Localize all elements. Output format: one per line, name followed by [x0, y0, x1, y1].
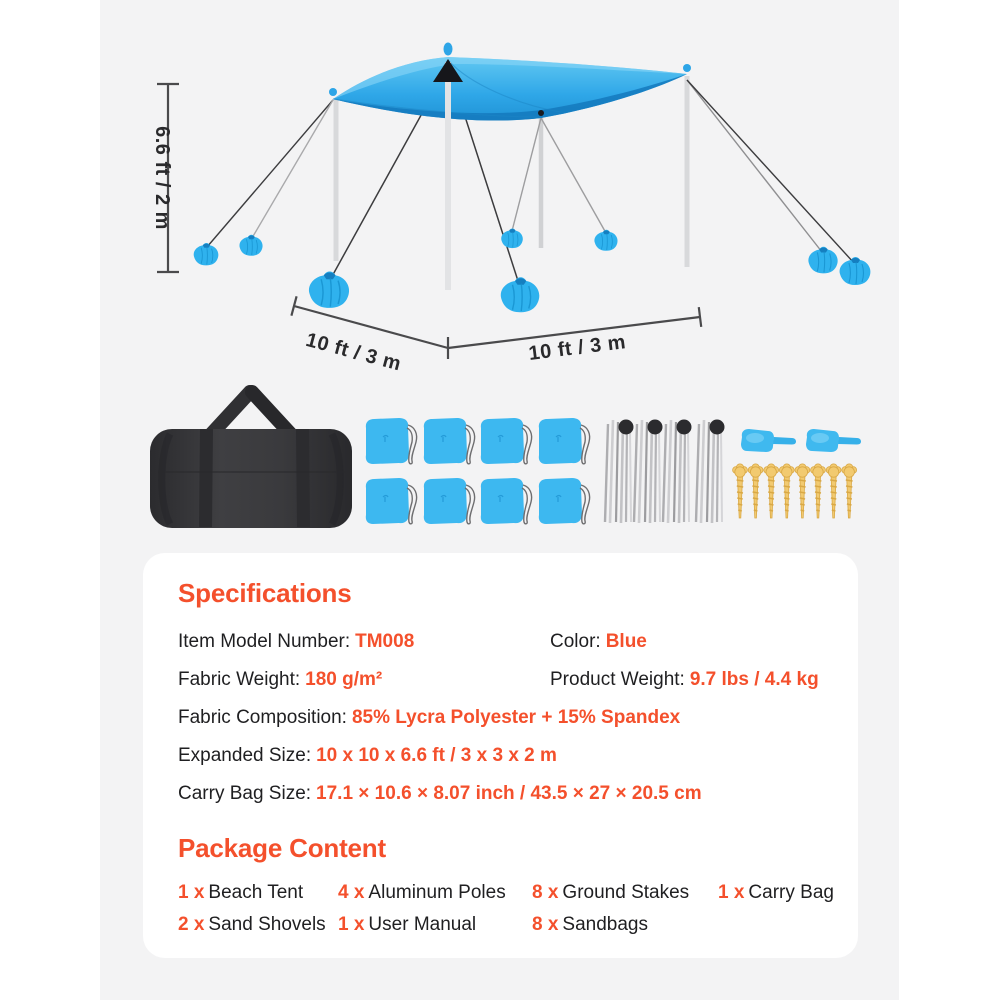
sand-shovels-icon: [741, 429, 861, 452]
package-item-ground-stakes: 8 x Ground Stakes: [532, 882, 690, 903]
carry-bag-icon: [150, 392, 352, 528]
sandbags-icon: [366, 418, 590, 524]
height-dimension-label: 6.6 ft / 2 m: [151, 126, 173, 230]
spec-fabric-weight: Fabric Weight: 180 g/m²: [178, 669, 383, 690]
spec-expanded-size: Expanded Size: 10 x 10 x 6.6 ft / 3 x 3 x 2 m: [178, 745, 557, 766]
package-item-beach-tent: 1 x Beach Tent: [178, 882, 304, 903]
dimension-lines: [157, 84, 701, 359]
width-right-dimension-label: 10 ft / 3 m: [527, 331, 628, 365]
beach-tent-illustration: [194, 43, 871, 313]
package-item-user-manual: 1 x User Manual: [338, 914, 477, 935]
package-item-sandbags: 8 x Sandbags: [532, 914, 648, 935]
package-content-title: Package Content: [178, 833, 386, 863]
tent-canopy: [329, 43, 691, 291]
package-content-list: [178, 882, 834, 935]
package-item-carry-bag: 1 x Carry Bag: [718, 882, 834, 903]
specifications-title: Specifications: [178, 578, 352, 608]
info-card: [143, 553, 858, 958]
package-item-aluminum-poles: 4 x Aluminum Poles: [338, 882, 506, 903]
package-item-sand-shovels: 2 x Sand Shovels: [178, 914, 326, 935]
spec-carry-bag-size: Carry Bag Size: 17.1 × 10.6 × 8.07 inch / 43.5 × 27 × 20.5 cm: [178, 783, 702, 804]
width-left-dimension-label: 10 ft / 3 m: [303, 328, 404, 376]
aluminum-poles-icon: [605, 420, 725, 524]
specifications-list: [178, 614, 822, 804]
spec-color: Color: Blue: [550, 631, 647, 652]
spec-product-weight: Product Weight: 9.7 lbs / 4.4 kg: [550, 669, 819, 690]
ground-stakes-icon: [733, 464, 857, 518]
spec-fabric-composition: Fabric Composition: 85% Lycra Polyester + 15% Spandex: [178, 707, 681, 728]
spec-item-model-number: Item Model Number: TM008: [178, 631, 415, 652]
